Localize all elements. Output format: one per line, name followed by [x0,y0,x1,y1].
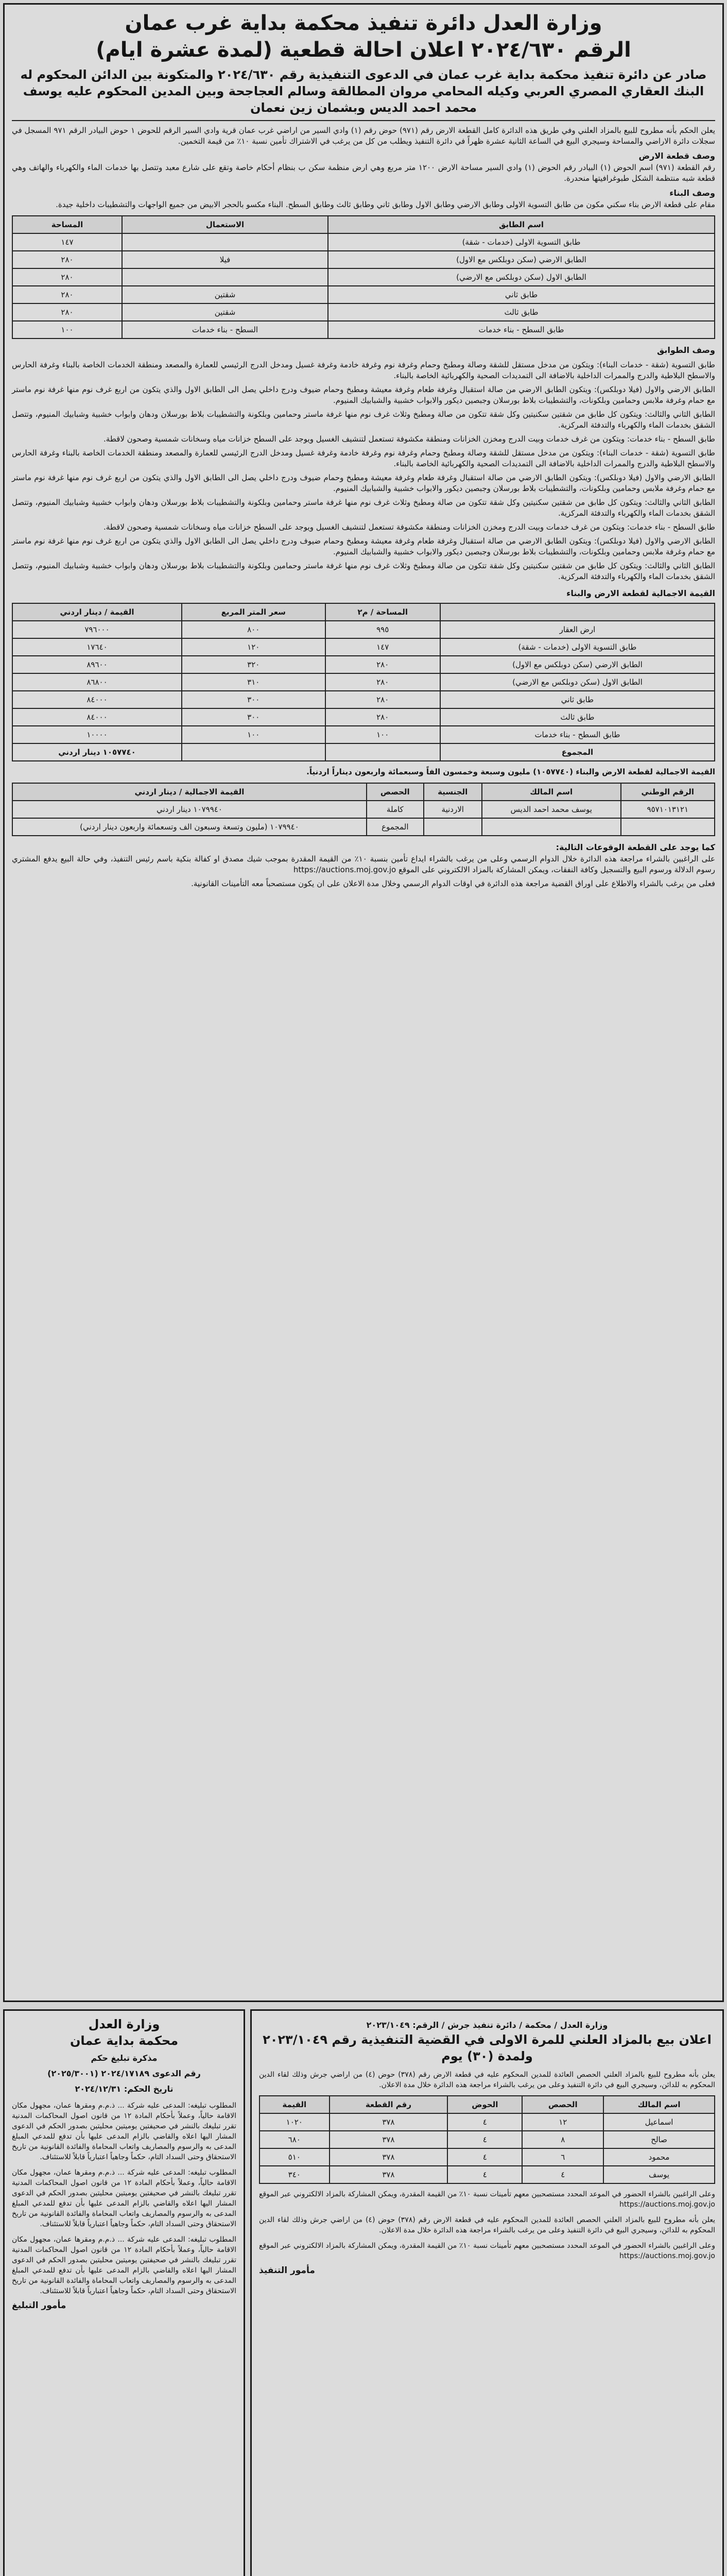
table-row: المجموع ١٠٧٩٩٤٠ (مليون وتسعة وسبعون الف وتسعمائة واربعون دينار اردني) [12,818,715,836]
desc-text: طابق التسوية (شقة - خدمات البناء): ويتكون من مدخل مستقل للشقة وصالة ومطبخ وحمام وغرفة نوم وغرفة خادمة وغرفة غسيل ومدخل الدرج الرئيسي للعمارة والمصعد ومنطقة الخدمات الخاصة بالبناء وغرفة الحارس والاسطح البلاطية والدرج والممرات الداخلية بالاضافة الى التمديدات الصحية والكهربائية الخاصة بالبناء. [12,360,715,380]
desc-text: الطابق الارضي والاول (فيلا دوبلكس): ويتكون الطابق الارضي من صالة استقبال وغرفة طعام وغرفة معيشة ومطبخ وحمام ضيوف ودرج داخلي يصل الى الطابق الاول والذي يتكون من اربع غرف نوم منها غرفة نوم ماستر مع حمام وغرفة ملابس وحمامين وبلكونات، والتشطيبات بلاط بورسلان وجبصين ديكور والابواب خشبية والشبابيك المنيوم. [12,385,715,405]
building-text: مقام على قطعة الارض بناء سكني مكون من طابق التسوية الاولى وطابق الارضي وطابق الاول وطابق ثاني وطابق ثالث وطابق السطح. البناء مكسو بالحجر الابيض من جميع الواجهات والتشطيبات داخلية جيدة. [56,200,715,209]
table-row: طابق السطح - بناء خدمات السطح - بناء خدمات ١٠٠ [12,321,715,338]
ad-body: المطلوب تبليغه: المدعى عليه شركة ... ذ.م.م ومقرها عمان، مجهول مكان الاقامة حالياً، وعملاً بأحكام المادة ١٢ من قانون اصول المحاكمات المدنية تقرر تبليغك بالنشر في صحيفتين يوميتين محليتين بصدور الحكم في الدعوى المشار اليها اعلاه والقاضي بالزام المدعى عليها بأن تدفع للمدعي المبلغ المدعى به والرسوم والمصاريف واتعاب المحاماة والفائدة القانونية من تاريخ الاستحقاق وحتى السداد التام، حكماً وجاهياً اعتبارياً قابلاً للاستئناف. [12,2102,237,2161]
table-row: المجموع ١٠٥٧٧٤٠ دينار اردني [12,743,715,761]
main-intro: يعلن الحكم بأنه مطروح للبيع بالمزاد العلني وفي طريق هذه الدائرة كامل القطعة الارض رقم (٩٧١) حوض رقم (١) وادي السير من اراضي غرب عمان قرية وادي السير الرقم للحوض ١ حوض البيادر الرقم ٩٧١ المسجل في سجلات دائرة الاراضي والمساحة وسيجري البيع في الساعة الثانية عشرة ظهراً في دائرة التنفيذ ويطلب من كل من يرغب في الاشتراك تأمين نسبة ١٠٪ من قيمة التخمين. [12,126,716,146]
table-row: يوسف ٤ ٤ ٣٧٨ ٣٤٠ [259,2166,715,2183]
valuation-header: سعر المتر المربع [182,603,325,621]
notice-court-left [3,2009,245,2576]
valuation-header: المساحة / م٢ [325,603,440,621]
ad-ministry: وزارة العدل [88,2017,160,2031]
table-row: الطابق الاول (سكن دوبلكس مع الارضي) ٢٨٠ ٣١٠ ٨٦٨٠٠ [12,673,715,691]
main-title: وزارة العدل دائرة تنفيذ محكمة بداية غرب عمان [125,11,602,35]
table-row: اسماعيل ١٢ ٤ ٣٧٨ ١٠٢٠ [259,2113,715,2131]
ad-case: رقم الدعوى ٢٠٢٤/١٧١٨٩ (٢٠٢٥/٣٠٠١) [47,2069,201,2078]
valuation-table [12,603,715,761]
ad-title: اعلان بيع بالمزاد العلني للمرة الاولى في القضية التنفيذية رقم ٢٠٢٣/١٠٤٩ ولمدة (٣٠) يوم [263,2032,712,2063]
land-heading: وصف قطعة الارض [638,151,715,161]
desc-text: الطابق الثاني والثالث: ويتكون كل طابق من شقتين سكنيتين وكل شقة تتكون من صالة ومطبخ وثلاث غرف نوم منها غرفة ماستر وحمامين وبلكونة والتشطيبات بلاط بورسلان ودهان وابواب خشبية وشبابيك المنيوم، وتتصل الشقق بخدمات الماء والكهرباء والتدفئة المركزية. [12,561,715,581]
table-row: طابق ثالث شقتين ٢٨٠ [12,303,715,321]
ad-date: تاريخ الحكم: ٢٠٢٤/١٢/٣١ [75,2084,174,2094]
ad-body: وعلى الراغبين بالشراء الحضور في الموعد المحدد مستصحبين معهم تأمينات نسبة ١٠٪ من القيمة المقدرة، ويمكن المشاركة بالمزاد الالكتروني عبر الموقع https://auctions.moj.gov.jo [259,2242,715,2260]
building-heading: وصف البناء [669,188,715,198]
table-row: طابق السطح - بناء خدمات ١٠٠ ١٠٠ ١٠٠٠٠ [12,726,715,743]
table-row: الطابق الارضي (سكن دوبلكس مع الاول) ٢٨٠ ٣٢٠ ٨٩٦٠٠ [12,656,715,673]
desc-text: طابق التسوية (شقة - خدمات البناء): ويتكون من مدخل مستقل للشقة وصالة ومطبخ وحمام وغرفة نوم وغرفة خادمة وغرفة غسيل ومدخل الدرج الرئيسي للعمارة والمصعد ومنطقة الخدمات الخاصة بالبناء وغرفة الحارس والاسطح البلاطية والدرج والممرات الداخلية بالاضافة الى التمديدات الصحية والكهربائية الخاصة بالبناء. [12,448,715,468]
ad-court: محكمة بداية عمان [70,2033,179,2048]
desc-text: طابق السطح - بناء خدمات: ويتكون من غرف خدمات وبيت الدرج ومخزن الخزانات ومنطقة مكشوفة تستعمل لتنشيف الغسيل ويوجد على السطح خزانات مياه وسخانات شمسية وصحون لاقطة. [103,522,715,532]
auction-text: فعلى من يرغب بالشراء والاطلاع على اوراق القضية مراجعة هذه الدائرة في اوقات الدوام الرسمي وخلال مدة الاعلان على ان يكون مستصحباً معه التأمينات القانونية. [191,879,715,888]
main-notice [3,3,724,2002]
ad-sub: مذكرة تبليغ حكم [91,2053,158,2063]
main-title-number: الرقم ٢٠٢٤/٦٣٠ اعلان احالة قطعية (لمدة عشرة ايام) [96,38,631,62]
ad-body: يعلن بأنه مطروح للبيع بالمزاد العلني الحصص العائدة للمدين المحكوم عليه في قطعة الارض رقم (٣٧٨) حوض (٤) من اراضي جرش وذلك لقاء الدين المحكوم به للدائن، وسيجري البيع في دائرة التنفيذ وعلى من يرغب بالشراء مراجعة هذه الدائرة خلال مدة الاعلان. [259,2216,716,2234]
ad-signature: مأمور التبليغ [12,2300,66,2311]
desc-text: الطابق الارضي والاول (فيلا دوبلكس): ويتكون الطابق الارضي من صالة استقبال وغرفة طعام وغرفة معيشة ومطبخ وحمام ضيوف ودرج داخلي يصل الى الطابق الاول والذي يتكون من اربع غرف نوم منها غرفة نوم ماستر مع حمام وغرفة ملابس وحمامين وبلكونات، والتشطيبات بلاط بورسلان وجبصين ديكور والابواب خشبية والشبابيك المنيوم. [12,473,715,493]
table-row: طابق ثاني ٢٨٠ ٣٠٠ ٨٤٠٠٠ [12,691,715,708]
desc-text: طابق السطح - بناء خدمات: ويتكون من غرف خدمات وبيت الدرج ومخزن الخزانات ومنطقة مكشوفة تستعمل لتنشيف الغسيل ويوجد على السطح خزانات مياه وسخانات شمسية وصحون لاقطة. [103,434,715,444]
valuation-heading: القيمة الاجمالية لقطعة الارض والبناء [566,588,715,598]
notice-jerash-auction [250,2009,724,2576]
table-row: محمود ٦ ٤ ٣٧٨ ٥١٠ [259,2148,715,2166]
floors-table [12,215,715,339]
table-row: طابق التسوية الاولى (خدمات - شقة) ١٤٧ [12,233,715,251]
table-row: طابق ثاني شقتين ٢٨٠ [12,286,715,303]
jerash-table: اسم المالك الحصص الحوض رقم القطعة القيمة اسماعيل ١٢ ٤ ٣٧٨ ١٠٢٠ صالح ٨ ٤ ٣٧٨ ٦٨٠ محمود ٦ ٤ ٣٧٨ ٥١٠ يوسف ٤ ٤ ٣٧٨ ٣٤٠ [259,2095,715,2184]
floors-header: الاستعمال [122,216,328,233]
auction-heading: كما يوجد على القطعة الوقوعات التالية: [556,842,715,852]
table-row: ٩٥٧١٠١٣١٢١ يوسف محمد احمد الديس الاردنية كاملة ١٠٧٩٩٤٠ دينار اردني [12,801,715,818]
main-subtitle: صادر عن دائرة تنفيذ محكمة بداية غرب عمان في الدعوى التنفيذية رقم ٢٠٢٤/٦٣٠ والمتكونة بين الدائن المحكوم له البنك العقاري المصري العربي وكيله المحامي مروان المطالقة وسالم العجاجحة وبين المدين المحكوم عليه يوسف محمد احمد الديس وبشمان زين نعمان [20,67,707,115]
ad-body: يعلن بأنه مطروح للبيع بالمزاد العلني الحصص العائدة للمدين المحكوم عليه في قطعة الارض رقم (٣٧٨) حوض (٤) من اراضي جرش وذلك لقاء الدين المحكوم به للدائن، وسيجري البيع في دائرة التنفيذ وعلى من يرغب بالشراء مراجعة هذه الدائرة خلال مدة الاعلان. [259,2071,716,2089]
floors-header: اسم الطابق [328,216,715,233]
ad-ministry: وزارة العدل / محكمة / دائرة تنفيذ جرش / الرقم: ٢٠٢٣/١٠٤٩ [366,2020,608,2030]
land-text: رقم القطعة (٩٧١) اسم الحوض (١) البيادر رقم الحوض (١) وادي السير مساحة الارض ١٢٠٠ متر مربع وهي ارض منظمة سكن ب بنظام أحكام خاصة وتقع على شارع معبد وتتصل بها خدمات الماء والكهرباء والهاتف وهي قطعة شبه منتظمة الشكل طبوغرافيتها منحدرة. [12,163,716,183]
valuation-header: القيمة / دينار اردني [12,603,182,621]
desc-heading: وصف الطوابق [656,345,715,355]
floors-header: المساحة [12,216,122,233]
ad-body: وعلى الراغبين بالشراء الحضور في الموعد المحدد مستصحبين معهم تأمينات نسبة ١٠٪ من القيمة المقدرة، ويمكن المشاركة بالمزاد الالكتروني عبر الموقع https://auctions.moj.gov.jo [259,2190,715,2209]
desc-text: الطابق الارضي والاول (فيلا دوبلكس): ويتكون الطابق الارضي من صالة استقبال وغرفة طعام وغرفة معيشة ومطبخ وحمام ضيوف ودرج داخلي يصل الى الطابق الاول والذي يتكون من اربع غرف نوم منها غرفة نوم ماستر مع حمام وغرفة ملابس وحمامين وبلكونات، والتشطيبات بلاط بورسلان وجبصين ديكور والابواب خشبية والشبابيك المنيوم. [12,536,715,556]
desc-text: الطابق الثاني والثالث: ويتكون كل طابق من شقتين سكنيتين وكل شقة تتكون من صالة ومطبخ وثلاث غرف نوم منها غرفة ماستر وحمامين وبلكونة والتشطيبات بلاط بورسلان ودهان وابواب خشبية وشبابيك المنيوم، وتتصل الشقق بخدمات الماء والكهرباء والتدفئة المركزية. [12,410,715,430]
desc-text: الطابق الثاني والثالث: ويتكون كل طابق من شقتين سكنيتين وكل شقة تتكون من صالة ومطبخ وثلاث غرف نوم منها غرفة ماستر وحمامين وبلكونة والتشطيبات بلاط بورسلان ودهان وابواب خشبية وشبابيك المنيوم، وتتصل الشقق بخدمات الماء والكهرباء والتدفئة المركزية. [12,498,715,518]
table-row: صالح ٨ ٤ ٣٧٨ ٦٨٠ [259,2131,715,2148]
table-row: الطابق الاول (سكن دوبلكس مع الارضي) ٢٨٠ [12,268,715,286]
table-row: ارض العقار ٩٩٥ ٨٠٠ ٧٩٦٠٠٠ [12,621,715,638]
total-text: القيمة الاجمالية لقطعة الارض والبناء (١٠٥٧٧٤٠) مليون وسبعة وخمسون الفاً وسبعمائة واربعون ديناراً اردنياً. [306,767,715,776]
table-row: طابق التسوية الاولى (خدمات - شقة) ١٤٧ ١٢٠ ١٧٦٤٠ [12,638,715,656]
owners-table: الرقم الوطني اسم المالك الجنسية الحصص القيمة الاجمالية / دينار اردني ٩٥٧١٠١٣١٢١ يوسف محمد احمد الديس الاردنية كاملة ١٠٧٩٩٤٠ دينار اردني المجموع ١٠٧٩٩٤٠ (مليون وتسعة وسبعون الف وتسعمائة واربعون دينار اردني) [12,783,715,836]
table-row: طابق ثالث ٢٨٠ ٣٠٠ ٨٤٠٠٠ [12,708,715,726]
table-row: الطابق الارضي (سكن دوبلكس مع الاول) فيلا ٢٨٠ [12,251,715,268]
ad-body: المطلوب تبليغه: المدعى عليه شركة ... ذ.م.م ومقرها عمان، مجهول مكان الاقامة حالياً، وعملاً بأحكام المادة ١٢ من قانون اصول المحاكمات المدنية تقرر تبليغك بالنشر في صحيفتين يوميتين محليتين بصدور الحكم في الدعوى المشار اليها اعلاه والقاضي بالزام المدعى عليها بأن تدفع للمدعي المبلغ المدعى به والرسوم والمصاريف واتعاب المحاماة والفائدة القانونية من تاريخ الاستحقاق وحتى السداد التام، حكماً وجاهياً اعتبارياً قابلاً للاستئناف. [12,2235,237,2295]
auction-text: على الراغبين بالشراء مراجعة هذه الدائرة خلال الدوام الرسمي وعلى من يرغب بالشراء ايداع تأمين بنسبة ١٠٪ من القيمة المقدرة بموجب شيك مصدق او كفالة بنكية باسم رئيس التنفيذ، وفي حالة البيع يدفع المشتري رسوم الدلالة ورسوم البيع والتسجيل وكافة النفقات، ويمكن المشاركة بالمزاد الالكتروني على الموقع https://auctions.moj.gov.jo [12,854,716,874]
ad-body: المطلوب تبليغه: المدعى عليه شركة ... ذ.م.م ومقرها عمان، مجهول مكان الاقامة حالياً، وعملاً بأحكام المادة ١٢ من قانون اصول المحاكمات المدنية تقرر تبليغك بالنشر في صحيفتين يوميتين محليتين بصدور الحكم في الدعوى المشار اليها اعلاه والقاضي بالزام المدعى عليها بأن تدفع للمدعي المبلغ المدعى به والرسوم والمصاريف واتعاب المحاماة والفائدة القانونية من تاريخ الاستحقاق وحتى السداد التام، حكماً وجاهياً اعتبارياً قابلاً للاستئناف. [12,2168,237,2228]
ad-signature: مأمور التنفيذ [259,2265,315,2276]
